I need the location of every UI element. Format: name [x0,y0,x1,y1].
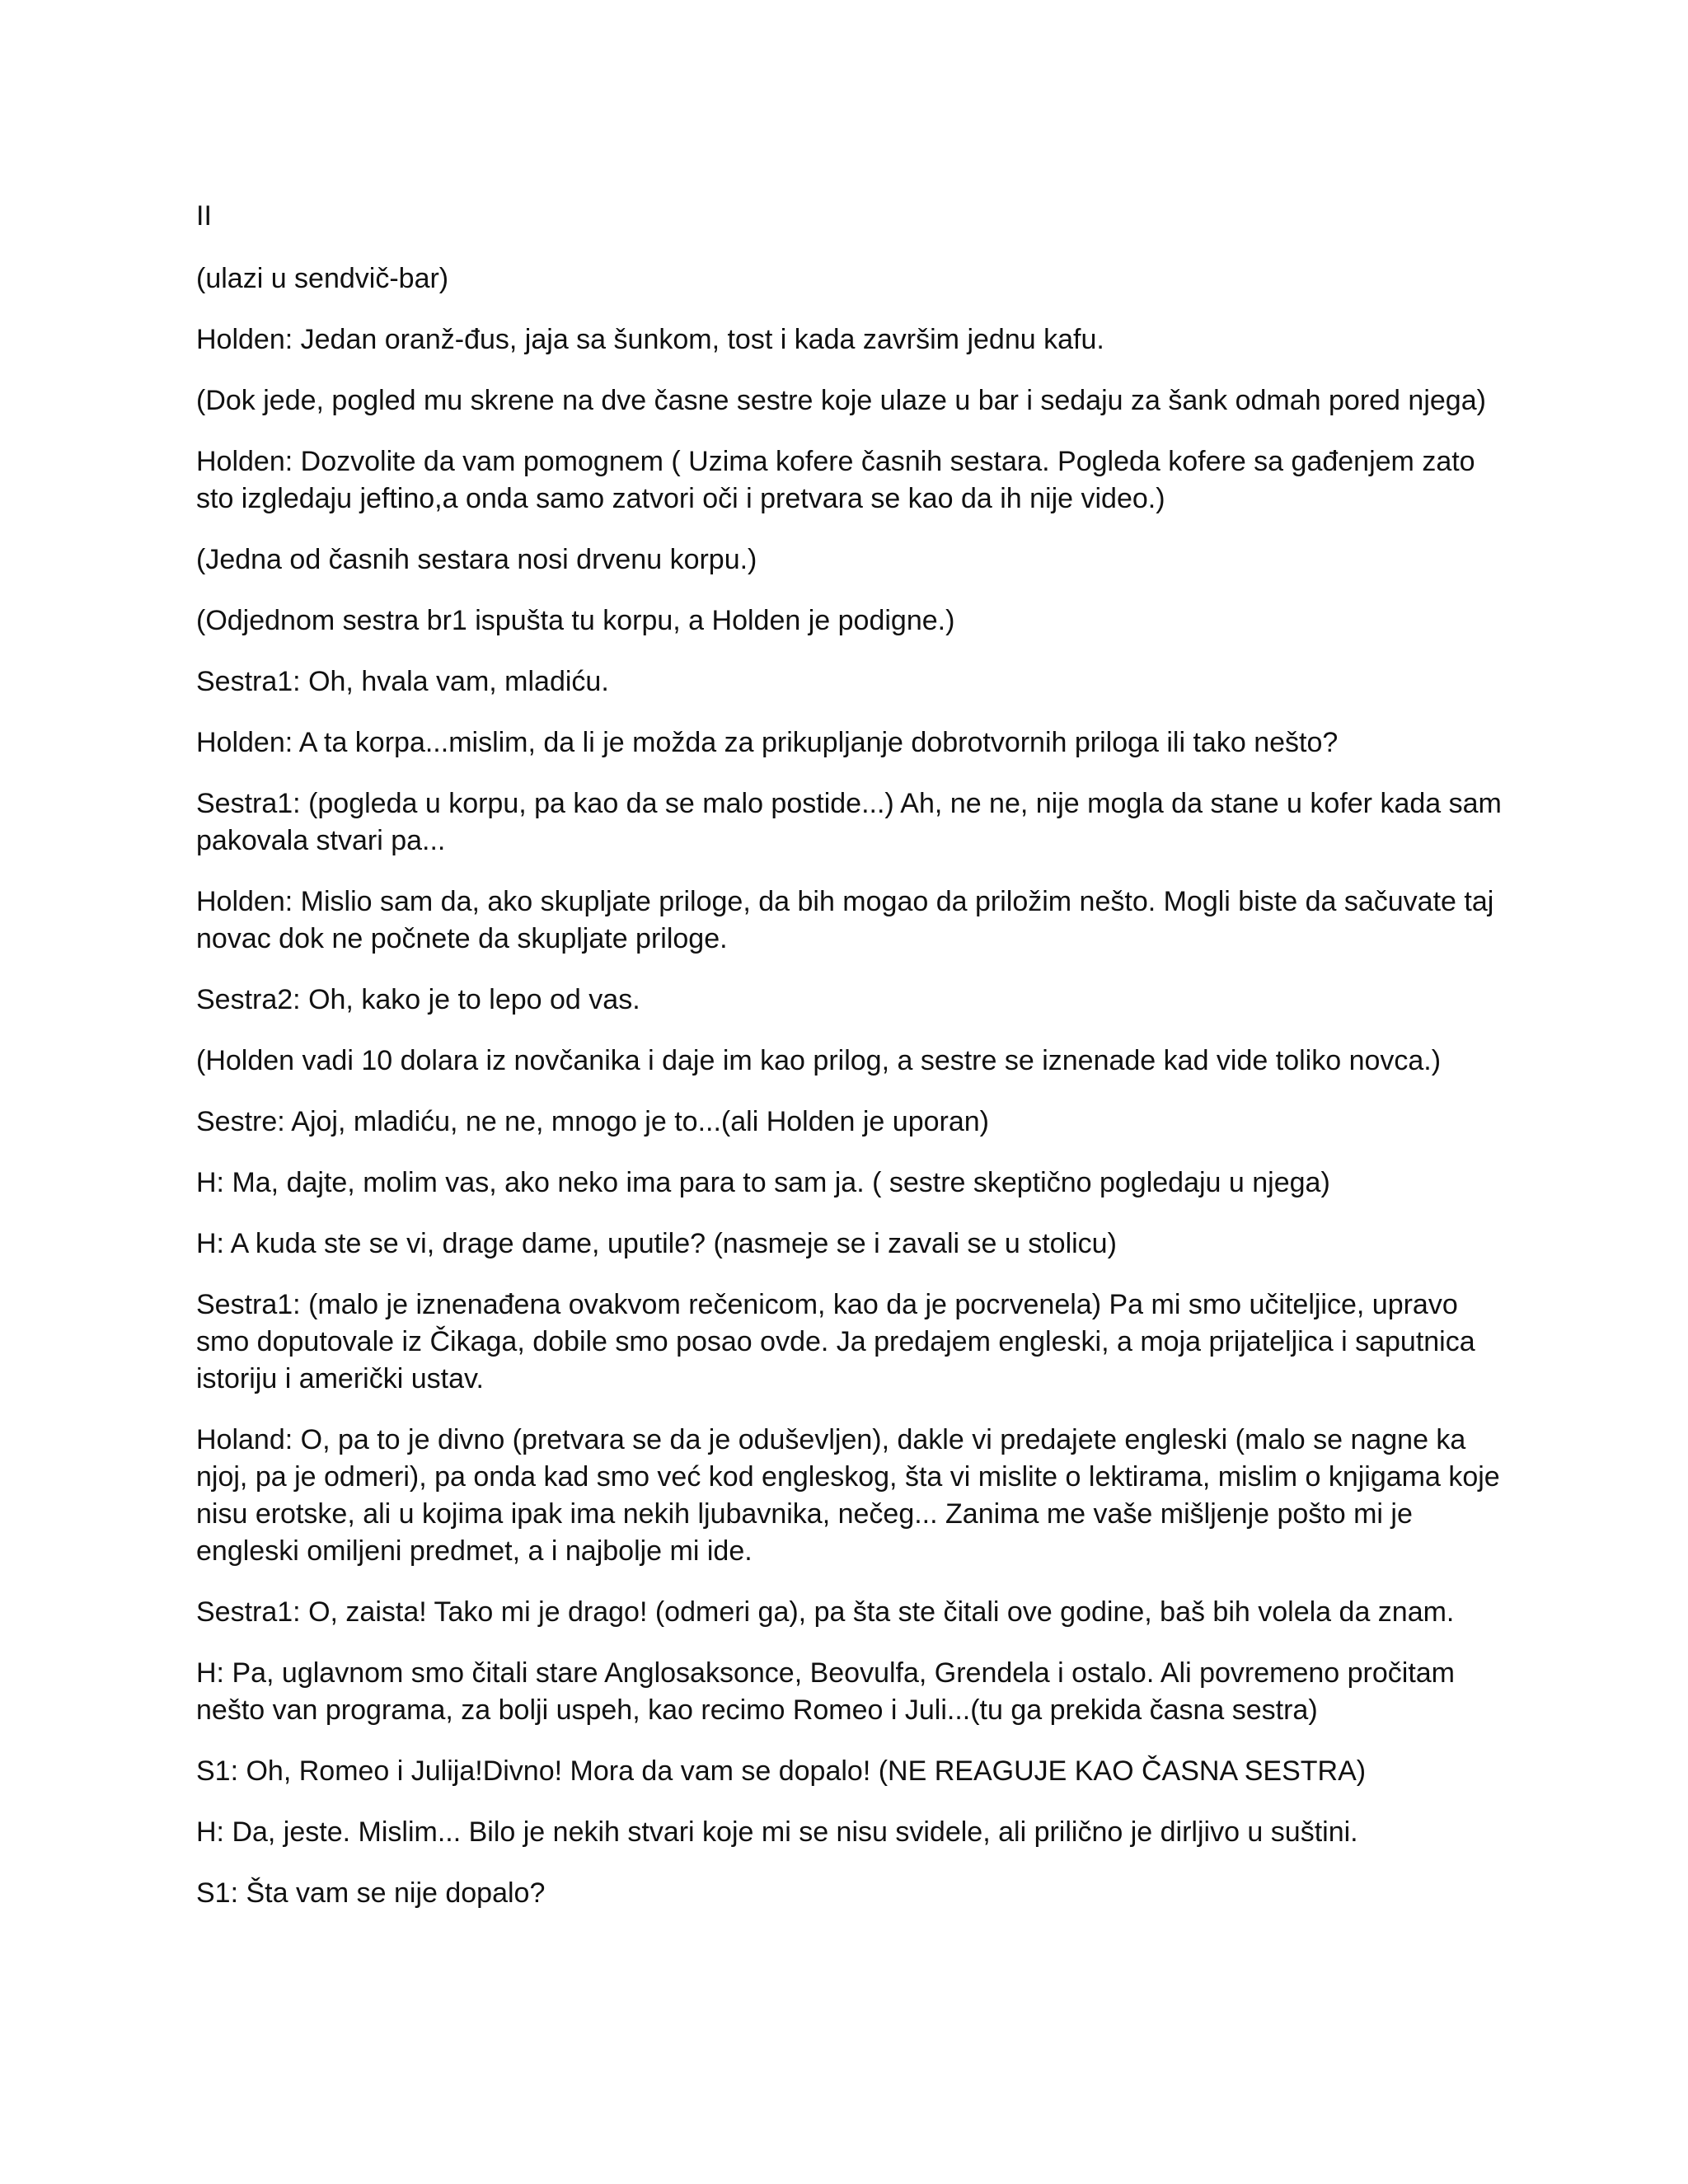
dialogue-line: Sestra2: Oh, kako je to lepo od vas. [196,984,640,1015]
dialogue-line: Sestra1: (pogleda u korpu, pa kao da se malo postide...) Ah, ne ne, nije mogla da stane u kofer kada sam pakovala stvari pa... [196,788,1502,856]
dialogue-line: H: Da, jeste. Mislim... Bilo je nekih stvari koje mi se nisu svidele, ali prilično je dirljivo u suštini. [196,1816,1358,1848]
dialogue-line: Holden: Jedan oranž-đus, jaja sa šunkom, tost i kada završim jednu kafu. [196,324,1104,355]
dialogue-line: Holden: Mislio sam da, ako skupljate priloge, da bih mogao da priložim nešto. Mogli biste da sačuvate taj novac dok ne počnete da skupljate priloge. [196,886,1494,954]
dialogue-line: H: A kuda ste se vi, drage dame, uputile? (nasmeje se i zavali se u stolicu) [196,1228,1117,1259]
dialogue-line: Sestra1: (malo je iznenađena ovakvom rečenicom, kao da je pocrvenela) Pa mi smo učiteljice, upravo smo doputovale iz Čikaga, dobile smo posao ovde. Ja predajem engleski, a moja prijateljica i saputnica istoriju i američki ustav. [196,1289,1475,1394]
stage-direction: (Jedna od časnih sestara nosi drvenu korpu.) [196,544,757,575]
document-body [196,198,1515,1936]
dialogue-line: Sestre: Ajoj, mladiću, ne ne, mnogo je to...(ali Holden je uporan) [196,1106,989,1137]
dialogue-line: Holand: O, pa to je divno (pretvara se da je oduševljen), dakle vi predajete engleski (malo se nagne ka njoj, pa je odmeri), pa onda kad smo već kod engleskog, šta vi mislite o lektirama, mislim o knjigama koje nisu erotske, ali u kojima ipak ima nekih ljubavnika, nečeg... Zanima me vaše mišljenje pošto mi je engleski omiljeni predmet, a i najbolje mi ide. [196,1424,1500,1567]
stage-direction: (Holden vadi 10 dolara iz novčanika i daje im kao prilog, a sestre se iznenade kad vide toliko novca.) [196,1045,1442,1076]
dialogue-line: Holden: A ta korpa...mislim, da li je možda za prikupljanje dobrotvornih priloga ili tako nešto? [196,727,1339,758]
stage-direction: (Dok jede, pogled mu skrene na dve časne sestre koje ulaze u bar i sedaju za šank odmah pored njega) [196,385,1486,416]
stage-direction: (Odjednom sestra br1 ispušta tu korpu, a Holden je podigne.) [196,605,955,636]
dialogue-line: S1: Šta vam se nije dopalo? [196,1877,546,1909]
dialogue-line: S1: Oh, Romeo i Julija!Divno! Mora da vam se dopalo! (NE REAGUJE KAO ČASNA SESTRA) [196,1755,1367,1787]
dialogue-line: Holden: Dozvolite da vam pomognem ( Uzima kofere časnih sestara. Pogleda kofere sa gađenjem zato sto izgledaju jeftino,a onda samo zatvori oči i pretvara se kao da ih nije video.) [196,446,1475,514]
dialogue-line: Sestra1: O, zaista! Tako mi je drago! (odmeri ga), pa šta ste čitali ove godine, baš bih volela da znam. [196,1596,1455,1628]
stage-direction: (ulazi u sendvič-bar) [196,263,449,294]
dialogue-line: H: Ma, dajte, molim vas, ako neko ima para to sam ja. ( sestre skeptično pogledaju u njega) [196,1167,1330,1198]
section-heading: II [196,200,212,232]
dialogue-line: Sestra1: Oh, hvala vam, mladiću. [196,666,609,697]
dialogue-line: H: Pa, uglavnom smo čitali stare Anglosaksonce, Beovulfa, Grendela i ostalo. Ali povremeno pročitam nešto van programa, za bolji uspeh, kao recimo Romeo i Juli...(tu ga prekida časna sestra) [196,1657,1455,1726]
